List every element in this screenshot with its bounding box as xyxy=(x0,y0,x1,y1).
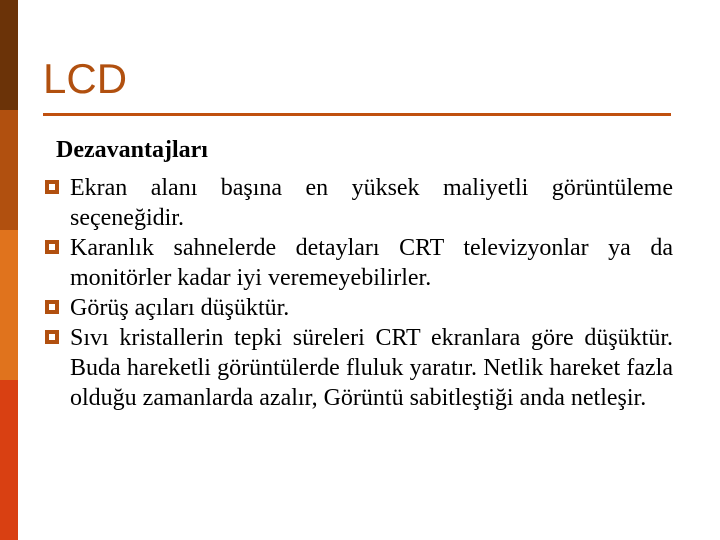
square-bullet-icon xyxy=(45,330,59,344)
bullet-text: Sıvı kristallerin tepki süreleri CRT ekranlara göre düşüktür. Buda hareketli görüntülerde fluluk yaratır. Netlik hareket fazla olduğu zamanlarda azalır, Görüntü sabitleştiği anda netleşir. xyxy=(70,325,673,411)
bullet-item xyxy=(45,293,673,323)
square-bullet-icon xyxy=(45,300,59,314)
side-bar-segment xyxy=(0,230,18,380)
slide-title: LCD xyxy=(43,55,128,102)
decorative-side-bar xyxy=(0,0,18,540)
square-bullet-icon xyxy=(45,240,59,254)
bullet-item xyxy=(45,323,673,413)
square-bullet-icon xyxy=(45,180,59,194)
section-heading: Dezavantajları xyxy=(56,137,208,163)
title-underline xyxy=(43,113,671,116)
bullet-item xyxy=(45,233,673,293)
side-bar-segment xyxy=(0,380,18,540)
side-bar-segment xyxy=(0,0,18,110)
bullet-text: Görüş açıları düşüktür. xyxy=(70,295,290,321)
bullet-list xyxy=(45,173,673,413)
side-bar-segment xyxy=(0,110,18,230)
bullet-item xyxy=(45,173,673,233)
bullet-text: Ekran alanı başına en yüksek maliyetli görüntüleme seçeneğidir. xyxy=(70,175,673,231)
bullet-text: Karanlık sahnelerde detayları CRT televizyonlar ya da monitörler kadar iyi veremeyebilirler. xyxy=(70,235,673,291)
